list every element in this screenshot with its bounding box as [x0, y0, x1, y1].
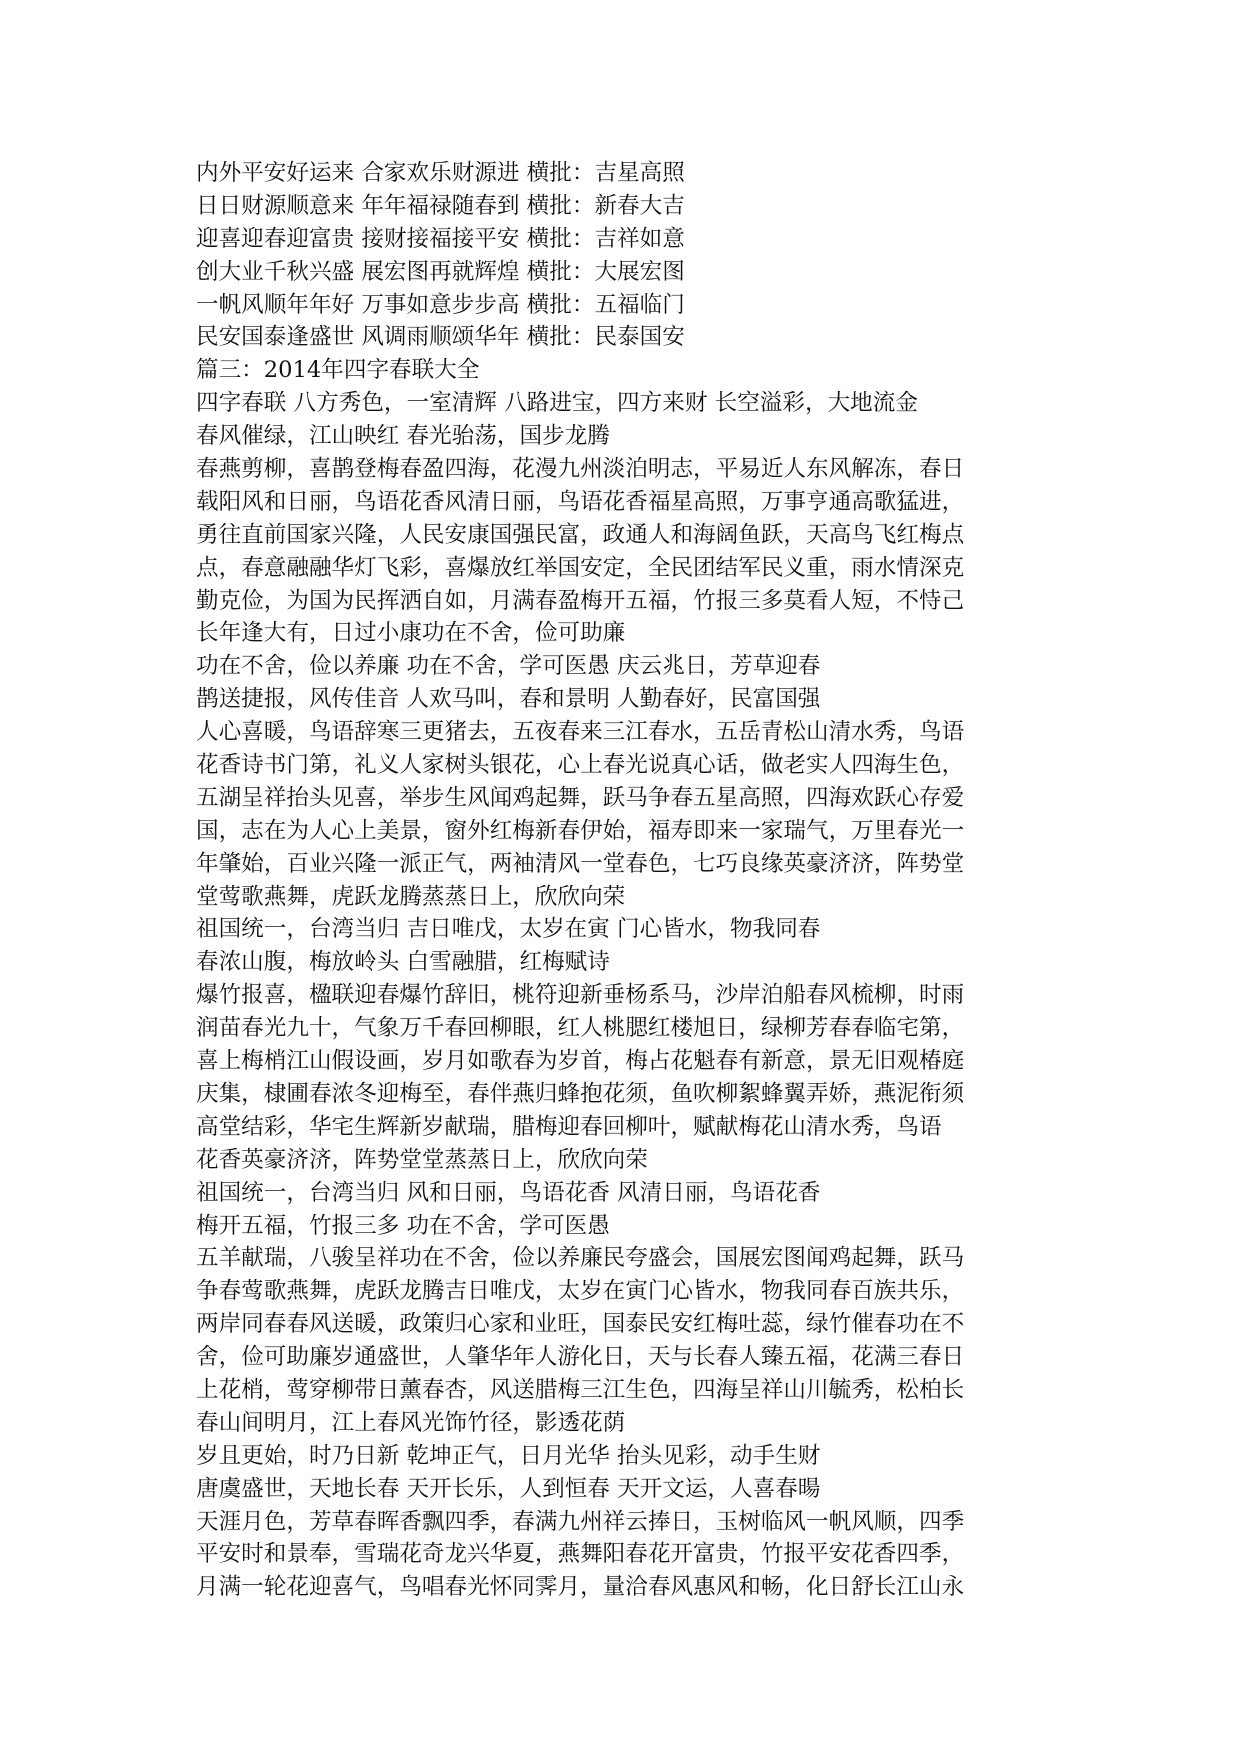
text-line: 上花梢，莺穿柳带日薰春杏，风送腊梅三江生色，四海呈祥山川毓秀，松柏长: [196, 1376, 965, 1403]
text-line: 春风催绿，江山映红 春光骀荡，国步龙腾: [196, 423, 610, 450]
text-line: 两岸同春春风送暖，政策归心家和业旺，国泰民安红梅吐蕊，绿竹催春功在不: [196, 1311, 965, 1338]
document-body: [196, 157, 1046, 1604]
text-line: 祖国统一，台湾当归 吉日唯戊，太岁在寅 门心皆水，物我同春: [196, 916, 821, 943]
text-line: 五羊献瑞，八骏呈祥功在不舍，俭以养廉民夸盛会，国展宏图闻鸡起舞，跃马: [196, 1245, 965, 1272]
text-line: 庆集，棣圃春浓冬迎梅至，春伴燕归蜂抱花须，鱼吹柳絮蜂翼弄娇，燕泥衔须: [196, 1080, 965, 1107]
text-line: 平安时和景奉，雪瑞花奇龙兴华夏，燕舞阳春花开富贵，竹报平安花香四季，: [196, 1541, 965, 1568]
text-line: 梅开五福，竹报三多 功在不舍，学可医愚: [196, 1212, 610, 1239]
text-line: 载阳风和日丽，鸟语花香风清日丽，鸟语花香福星高照，万事亨通高歌猛进，: [196, 488, 965, 515]
text-line: 喜上梅梢江山假设画，岁月如歌春为岁首，梅占花魁春有新意，景无旧观椿庭: [196, 1048, 965, 1075]
text-line: 创大业千秋兴盛 展宏图再就辉煌 横批：大展宏图: [196, 258, 685, 285]
text-line: 花香英豪济济，阵势堂堂蒸蒸日上，欣欣向荣: [196, 1146, 648, 1173]
text-line: 勤克俭，为国为民挥洒自如，月满春盈梅开五福，竹报三多莫看人短，不恃己: [196, 587, 965, 614]
section-heading: 篇三：2014年四字春联大全: [196, 357, 480, 384]
text-line: 功在不舍，俭以养廉 功在不舍，学可医愚 庆云兆日，芳草迎春: [196, 653, 821, 680]
text-line: 内外平安好运来 合家欢乐财源进 横批：吉星高照: [196, 160, 685, 186]
text-line: 春浓山腹，梅放岭头 白雪融腊，红梅赋诗: [196, 949, 610, 976]
text-line: 长年逢大有，日过小康功在不舍，俭可助廉: [196, 620, 626, 647]
text-line: 月满一轮花迎喜气，鸟唱春光怀同霁月，量洽春风惠风和畅，化日舒长江山永: [196, 1574, 965, 1601]
text-line: 民安国泰逢盛世 风调雨顺颂华年 横批：民泰国安: [196, 324, 685, 351]
text-line: 春山间明月，江上春风光饰竹径，影透花荫: [196, 1409, 626, 1436]
text-line: 争春莺歌燕舞，虎跃龙腾吉日唯戊，太岁在寅门心皆水，物我同春百族共乐，: [196, 1278, 965, 1305]
text-line: 四字春联 八方秀色，一室清辉 八路进宝，四方来财 长空溢彩，大地流金: [196, 390, 918, 417]
text-line: 唐虞盛世，天地长春 天开长乐，人到恒春 天开文运，人喜春暘: [196, 1475, 821, 1502]
text-line: 花香诗书门第，礼义人家树头银花，心上春光说真心话，做老实人四海生色，: [196, 752, 965, 779]
text-line: 勇往直前国家兴隆，人民安康国强民富，政通人和海阔鱼跃，天高鸟飞红梅点: [196, 521, 965, 548]
text-line: 点，春意融融华灯飞彩，喜爆放红举国安定，全民团结军民义重，雨水情深克: [196, 554, 965, 581]
text-line: 润苗春光九十，气象万千春回柳眼，红人桃腮红楼旭日，绿柳芳春春临宅第，: [196, 1015, 965, 1042]
text-line: 高堂结彩，华宅生辉新岁献瑞，腊梅迎春回柳叶，赋献梅花山清水秀，鸟语: [196, 1113, 942, 1140]
text-line: 一帆风顺年年好 万事如意步步高 横批：五福临门: [196, 291, 685, 318]
text-line: 春燕剪柳，喜鹊登梅春盈四海，花漫九州淡泊明志，平易近人东风解冻，春日: [196, 456, 965, 483]
text-line: 祖国统一，台湾当归 风和日丽，鸟语花香 风清日丽，鸟语花香: [196, 1179, 821, 1206]
text-line: 天涯月色，芳草春晖香飘四季，春满九州祥云捧日，玉树临风一帆风顺，四季: [196, 1508, 965, 1535]
text-line: 五湖呈祥抬头见喜，举步生风闻鸡起舞，跃马争春五星高照，四海欢跃心存爱: [196, 784, 965, 811]
text-line: 舍，俭可助廉岁通盛世，人肇华年人游化日，天与长春人臻五福，花满三春日: [196, 1344, 965, 1371]
text-line: 日日财源顺意来 年年福禄随春到 横批：新春大吉: [196, 192, 685, 219]
text-line: 鹊送捷报，风传佳音 人欢马叫，春和景明 人勤春好，民富国强: [196, 686, 821, 713]
text-line: 岁且更始，时乃日新 乾坤正气，日月光华 抬头见彩，动手生财: [196, 1442, 821, 1469]
text-line: 迎喜迎春迎富贵 接财接福接平安 横批：吉祥如意: [196, 225, 685, 252]
text-line: 爆竹报喜，楹联迎春爆竹辞旧，桃符迎新垂杨系马，沙岸泊船春风梳柳，时雨: [196, 982, 965, 1009]
text-line: 人心喜暖，鸟语辞寒三更猪去，五夜春来三江春水，五岳青松山清水秀，鸟语: [196, 719, 965, 746]
text-line: 年肇始，百业兴隆一派正气，两袖清风一堂春色，七巧良缘英豪济济，阵势堂: [196, 850, 965, 877]
text-line: 国，志在为人心上美景，窗外红梅新春伊始，福寿即来一家瑞气，万里春光一: [196, 817, 965, 844]
text-line: 堂莺歌燕舞，虎跃龙腾蒸蒸日上，欣欣向荣: [196, 883, 626, 910]
